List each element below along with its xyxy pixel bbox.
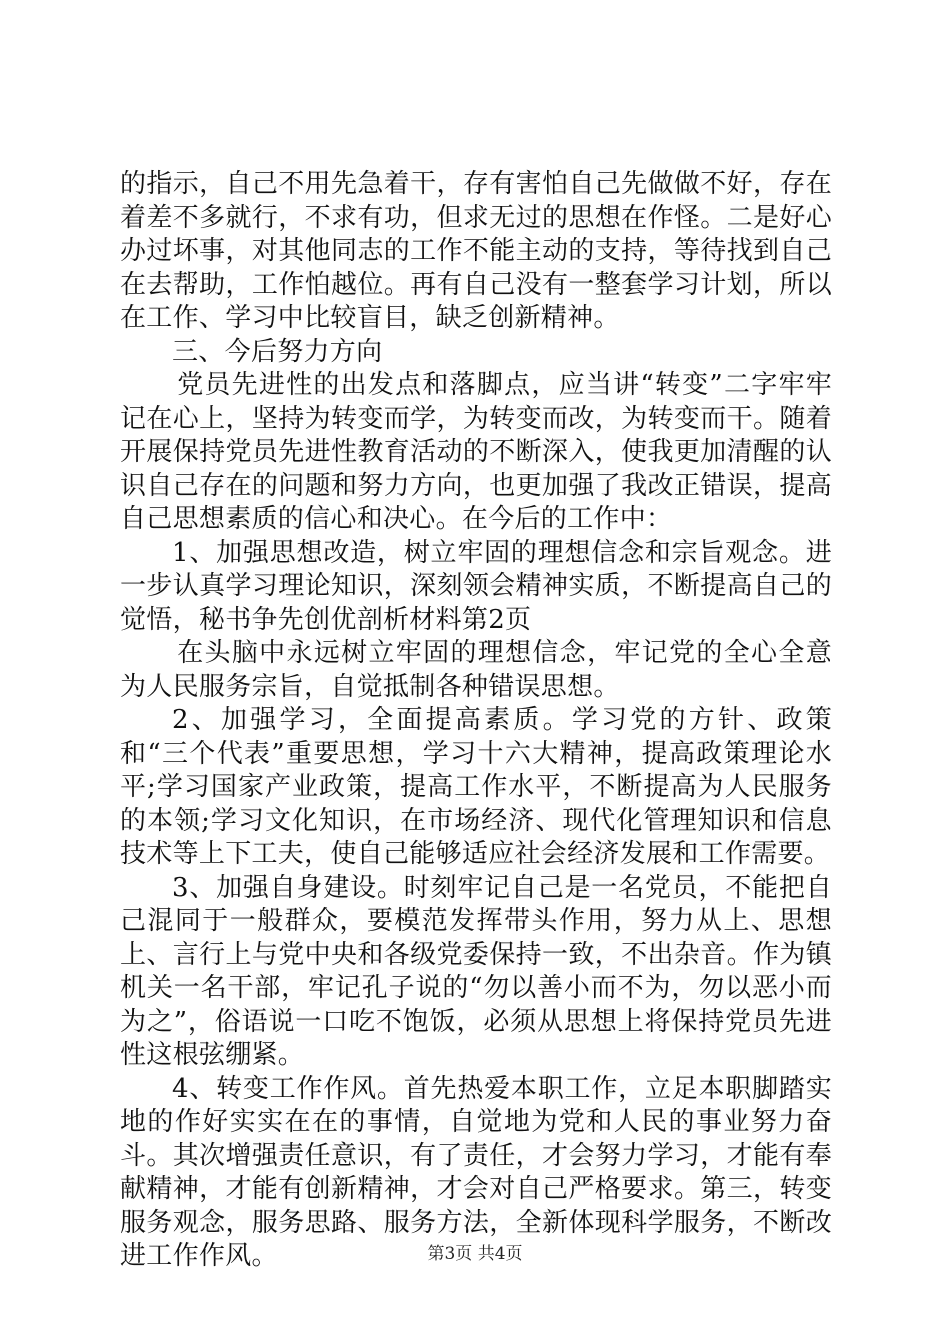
section-heading-future-direction: 三、今后努力方向	[172, 336, 383, 367]
paragraph-item-3: 3、加强自身建设。时刻牢记自己是一名党员，不能把自己混同于一般群众，要模范发挥带头作用，努力从上、思想上、言行上与党中央和各级党委保持一致，不出杂音。作为镇机关一名干部，牢记孔子说的“勿以善小而不为，勿以恶小而为之”，俗语说一口吃不饱饭，必须从思想上将保持党员先进性这根弦绷紧。	[120, 872, 832, 1070]
paragraph-item-4: 4、转变工作作风。首先热爱本职工作，立足本职脚踏实地的作好实实在在的事情，自觉地为党和人民的事业努力奋斗。其次增强责任意识，有了责任，才会努力学习，才能有奉献精神，才能有创新精神，才会对自己严格要求。第三，转变服务观念，服务思路、服务方法，全新体现科学服务，不断改进工作作风。	[120, 1073, 832, 1271]
document-body	[120, 168, 832, 1274]
paragraph-party-member-advancement: 党员先进性的出发点和落脚点，应当讲“转变”二字牢牢记在心上，坚持为转变而学，为转变而改，为转变而干。随着开展保持党员先进性教育活动的不断深入，使我更加清醒的认识自己存在的问题和努力方向，也更加强了我改正错误，提高自己思想素质的信心和决心。在今后的工作中：	[120, 370, 832, 534]
paragraph-item-1-continued: 在头脑中永远树立牢固的理想信念，牢记党的全心全意为人民服务宗旨，自觉抵制各种错误思想。	[120, 638, 832, 702]
paragraph-continuation: 的指示，自己不用先急着干，存有害怕自己先做做不好，存在着差不多就行，不求有功，但求无过的思想在作怪。二是好心办过坏事，对其他同志的工作不能主动的支持，等待找到自己在去帮助，工作怕越位。再有自己没有一整套学习计划，所以在工作、学习中比较盲目，缺乏创新精神。	[120, 169, 832, 333]
paragraph-item-1: 1、加强思想改造，树立牢固的理想信念和宗旨观念。进一步认真学习理论知识，深刻领会精神实质，不断提高自己的觉悟，秘书争先创优剖析材料第2页	[120, 537, 832, 635]
paragraph-item-2: 2、加强学习，全面提高素质。学习党的方针、政策和“三个代表”重要思想，学习十六大精神，提高政策理论水平;学习国家产业政策，提高工作水平，不断提高为人民服务的本领;学习文化知识，在市场经济、现代化管理知识和信息技术等上下工夫，使自己能够适应社会经济发展和工作需要。	[120, 705, 832, 869]
page-footer: 第3页 共4页	[427, 1244, 523, 1264]
